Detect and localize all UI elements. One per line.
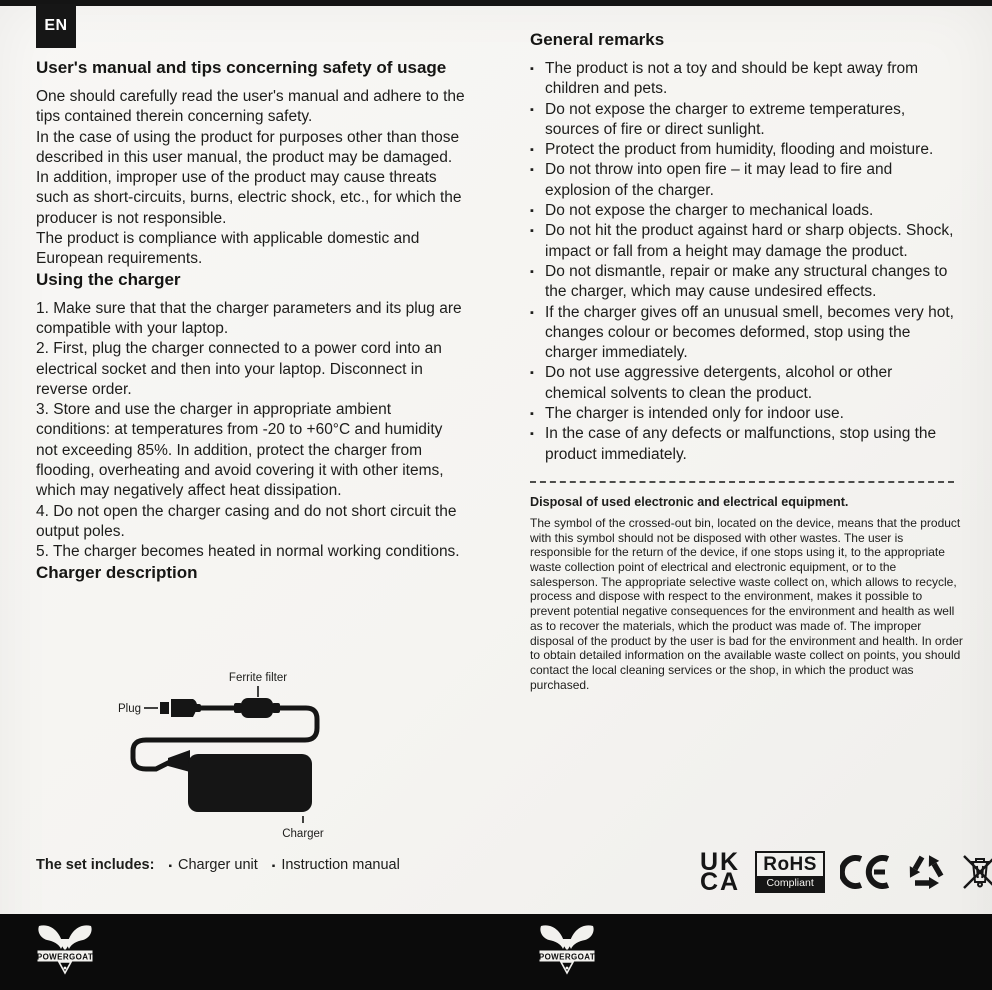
general-remarks-heading: General remarks [530, 30, 665, 49]
list-item: ▪ Do not hit the product against hard or sharp objects. Shock, impact or fall from a height may damage the product. [530, 221, 954, 262]
rohs-subtitle: Compliant [757, 876, 823, 891]
plug-label: Plug [118, 703, 142, 715]
dashed-divider [530, 481, 954, 483]
ferrite-filter-bead [241, 698, 273, 718]
safety-paragraphs [36, 87, 466, 270]
charger-label: Charger [282, 828, 324, 840]
powergoat-wordmark: POWERGOAT [36, 952, 94, 962]
using-charger-steps [36, 299, 466, 563]
disposal-body: The symbol of the crossed-out bin, located on the device, means that the product with this symbol should not be disposed with other wastes. The user is responsible for the return of the device, if one stops using it, to the appropriate waste collection point of electrical and electronic equipment, or to the salesperson. The appropriate selective waste collect on, which allows to recycle, process and dispose with respect to the environment, makes it possible to prevent potential negative consequences for the environment and health as well as to recover the materials, which the product was made of. The improper disposal of the product by the user is bad for the environment and health. In order to obtain detailed information on the available waste collect on points, you should contact the local cleaning services or the shop, in which the product was purchased. [530, 515, 963, 692]
safety-paragraph: The product is compliance with applicable domestic and European requirements. [36, 230, 420, 268]
step-item: 2. First, plug the charger connected to a power cord into an electrical socket and then into your laptop. Disconnect in reverse order. [36, 340, 442, 398]
list-item: ▪ Do not expose the charger to extreme temperatures, sources of fire or direct sunlight. [530, 100, 954, 141]
set-includes-item: ▪ Charger unit [168, 857, 257, 873]
list-item: ▪ The product is not a toy and should be kept away from children and pets. [530, 59, 954, 100]
recycle-icon [907, 854, 945, 890]
step-item: 3. Store and use the charger in appropriate ambient conditions: at temperatures from -20 to +60°C and humidity not exceeding 85%. In addition, protect the charger from flooding, overheating and avoid covering it with other items, which may negatively affect heat dissipation. [36, 401, 444, 500]
using-charger-heading: Using the charger [36, 269, 181, 289]
set-includes-label: The set includes: [36, 857, 155, 873]
right-column [530, 30, 963, 692]
step-item: 1. Make sure that that the charger parameters and its plug are compatible with your laptop. [36, 299, 462, 337]
powergoat-logo [536, 921, 598, 979]
step-item: 4. Do not open the charger casing and do not short circuit the output poles. [36, 502, 457, 540]
rohs-mark [755, 851, 825, 893]
plug-pin [160, 702, 169, 714]
set-includes-item: ▪ Instruction manual [272, 857, 400, 873]
list-item: ▪ Do not throw into open fire – it may lead to fire and explosion of the charger. [530, 160, 954, 201]
ferrite-bump-right [272, 703, 280, 713]
rohs-title: RoHS [763, 854, 817, 875]
safety-heading: User's manual and tips concerning safety of usage [36, 58, 447, 77]
list-item: ▪ In the case of any defects or malfunctions, stop using the product immediately. [530, 424, 954, 465]
set-includes-line [36, 857, 400, 873]
list-item: ▪ If the charger gives off an unusual smell, becomes very hot, changes colour or becomes deformed, stop using the charger immediately. [530, 303, 954, 364]
list-item: ▪ The charger is intended only for indoor use. [530, 404, 954, 424]
powergoat-logo [34, 921, 96, 979]
charger-diagram [98, 666, 388, 849]
general-remarks-list [530, 59, 954, 465]
ferrite-bump-left [234, 703, 242, 713]
ce-mark [840, 854, 892, 890]
list-item: ▪ Do not use aggressive detergents, alcohol or other chemical solvents to clean the product. [530, 363, 954, 404]
ukca-mark [700, 847, 741, 896]
list-item: ▪ Do not dismantle, repair or make any structural changes to the charger, which may cause undesired effects. [530, 262, 954, 303]
footer-bar [0, 914, 992, 990]
powergoat-wordmark: POWERGOAT [538, 952, 596, 962]
left-column [36, 58, 466, 592]
ferrite-filter-label: Ferrite filter [228, 672, 288, 684]
charger-brick [188, 754, 312, 812]
top-edge-strip [0, 0, 992, 6]
dc-connector [168, 750, 190, 772]
list-item: ▪ Do not expose the charger to mechanical loads. [530, 201, 954, 221]
step-item: 5. The charger becomes heated in normal working conditions. [36, 543, 460, 561]
ukca-line2: CA [700, 868, 741, 896]
list-item: ▪ Protect the product from humidity, flooding and moisture. [530, 140, 954, 160]
certification-marks [700, 842, 992, 902]
charger-description-heading: Charger description [36, 562, 198, 582]
ukca-line1: UK [700, 847, 741, 876]
safety-paragraph: In the case of using the product for purposes other than those described in this user manual, the product may be damaged. In addition, improper use of the product may cause threats such as short-circuits, burns, electric shock, etc., for which the producer is not responsible. [36, 128, 462, 227]
charger-diagram-drawing [98, 666, 388, 844]
safety-paragraph: One should carefully read the user's manual and adhere to the tips contained therein concerning safety. [36, 88, 465, 126]
disposal-heading: Disposal of used electronic and electrical equipment. [530, 494, 849, 509]
language-badge: EN [36, 4, 76, 48]
crossed-out-bin-icon [960, 852, 992, 892]
plug-body [171, 699, 197, 717]
